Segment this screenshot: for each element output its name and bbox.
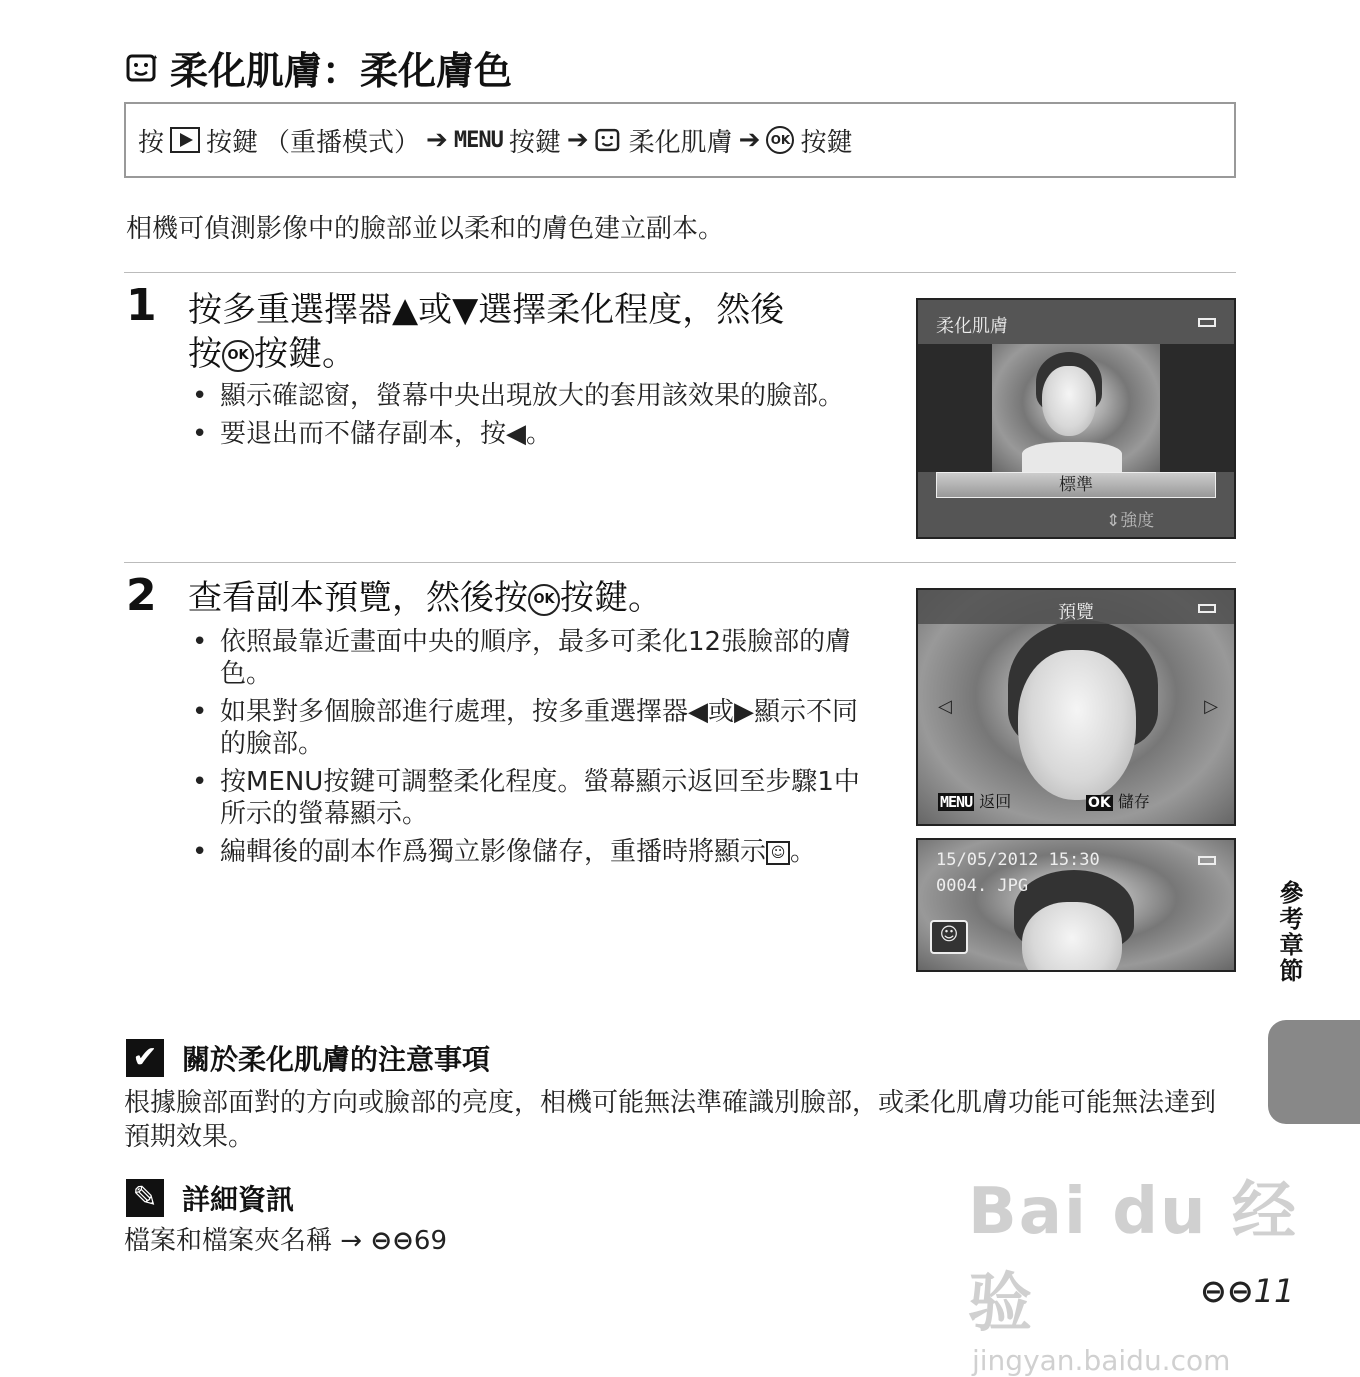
- battery-icon: [1198, 604, 1216, 613]
- left-arrow-icon: ◁: [938, 696, 952, 717]
- ok-button-icon: OK: [222, 340, 254, 372]
- soft-skin-icon: [126, 53, 160, 83]
- intro-text: 相機可偵測影像中的臉部並以柔和的膚色建立副本。: [126, 214, 725, 244]
- note-body: 根據臉部面對的方向或臉部的亮度，相機可能無法準確識別臉部，或柔化肌膚功能可能無法達到預期效果。: [124, 1088, 1217, 1152]
- nav-press: 按: [138, 127, 165, 158]
- menu-key-label: MENU: [453, 127, 503, 153]
- back-hint: MENU 返回: [940, 792, 1012, 811]
- check-icon: ✔: [126, 1039, 164, 1077]
- ok-button-icon: OK: [528, 584, 560, 616]
- note-heading: [126, 1038, 490, 1078]
- battery-icon: [1198, 856, 1216, 865]
- nav-button3: 按鍵: [800, 127, 853, 158]
- ok-button-icon: OK: [766, 126, 794, 154]
- info-heading-text: 詳細資訊: [182, 1183, 295, 1216]
- arrow-icon: ➔: [426, 125, 448, 155]
- nav-item: 柔化肌膚: [628, 127, 733, 158]
- info-ref: 69: [413, 1226, 447, 1256]
- divider: [124, 272, 1236, 273]
- arrow-icon: ➔: [566, 125, 589, 155]
- page-number: ⊖⊖11: [1200, 1272, 1295, 1310]
- arrow-icon: ➔: [738, 125, 761, 155]
- step2-heading: 查看副本預覽，然後按 OK 按鍵。: [188, 578, 662, 618]
- camera-screen-soft-skin: [916, 298, 1236, 539]
- nav-button1: 按鍵: [206, 127, 259, 158]
- page-title-text: 柔化肌膚：柔化膚色: [170, 49, 513, 93]
- soft-skin-edited-icon: ☺: [766, 841, 790, 865]
- step1-heading-line1: 按多重選擇器▲或▼選擇柔化程度，然後: [188, 290, 785, 330]
- reference-icon: ⊖⊖: [1200, 1272, 1254, 1310]
- list-item: • 顯示確認窗，螢幕中央出現放大的套用該效果的臉部。: [188, 380, 848, 412]
- watermark-url: jingyan.baidu.com: [972, 1344, 1231, 1377]
- strength-hint: ⇕強度: [1106, 511, 1155, 531]
- camera-screen-playback: [916, 838, 1236, 972]
- nav-mode: （重播模式）: [264, 127, 421, 158]
- play-button-icon: [170, 127, 200, 153]
- playback-datetime: 15/05/2012 15:30: [936, 850, 1100, 870]
- soft-skin-icon: [595, 127, 623, 153]
- step1-heading: [188, 288, 878, 376]
- list-item: • 依照最靠近畫面中央的順序，最多可柔化12張臉部的膚色。: [188, 626, 878, 690]
- section-tab: [1268, 1020, 1360, 1124]
- page-title: [126, 40, 512, 95]
- note-heading-text: 關於柔化肌膚的注意事項: [182, 1043, 491, 1076]
- save-hint: OK 儲存: [1088, 792, 1150, 811]
- pencil-icon: ✎: [126, 1179, 164, 1217]
- list-item: • 要退出而不儲存副本，按◀。: [188, 418, 848, 450]
- step-number: 1: [126, 280, 157, 331]
- step-number: 2: [126, 570, 157, 621]
- info-heading: [126, 1178, 294, 1218]
- nav-button2: 按鍵: [508, 127, 561, 158]
- divider: [124, 562, 1236, 563]
- screen-title: 預覽: [1058, 602, 1094, 623]
- step1-heading-line2: 按 OK 按鍵。: [188, 334, 356, 374]
- camera-screen-preview: [916, 588, 1236, 826]
- playback-filename: 0004. JPG: [936, 876, 1029, 896]
- info-body: 檔案和檔案夾名稱 → ⊖⊖69: [124, 1226, 447, 1256]
- right-arrow-icon: ▷: [1204, 696, 1218, 717]
- screen-title: 柔化肌膚: [936, 316, 1008, 337]
- list-item: • 如果對多個臉部進行處理，按多重選擇器◀或▶顯示不同的臉部。: [188, 696, 878, 760]
- watermark-brand: Bai du 经验: [968, 1175, 1298, 1341]
- step2-bullets: [188, 626, 878, 874]
- list-item: • 按MENU按鍵可調整柔化程度。螢幕顯示返回至步驟1中所示的螢幕顯示。: [188, 766, 878, 830]
- watermark: [968, 1160, 1360, 1377]
- soft-skin-edited-icon: ☺: [930, 920, 968, 954]
- reference-icon: ⊖⊖: [370, 1226, 414, 1256]
- menu-path-box: [124, 102, 1236, 178]
- battery-icon: [1198, 318, 1216, 327]
- list-item: • 編輯後的副本作爲獨立影像儲存，重播時將顯示 ☺ 。: [188, 836, 878, 868]
- strength-selected-bar: 標準: [936, 472, 1216, 498]
- section-label: 參考章節: [1275, 880, 1303, 984]
- face-photo: [992, 344, 1160, 472]
- step1-bullets: [188, 380, 848, 456]
